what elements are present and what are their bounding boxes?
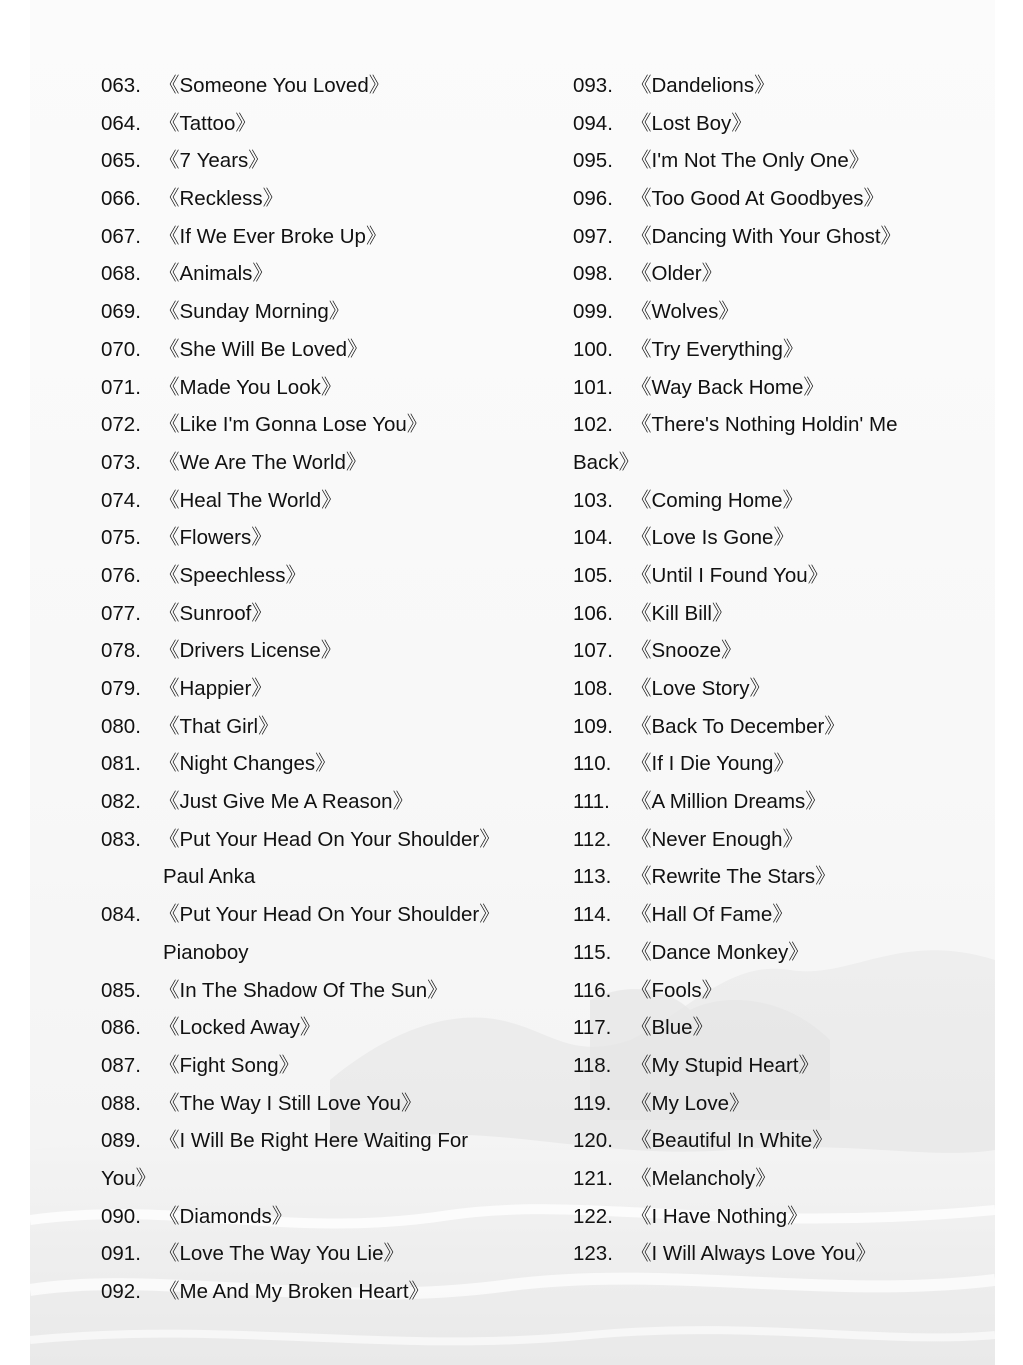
song-title: 《Blue》 [631,1016,714,1040]
artist-line [101,858,551,896]
song-title: 《Never Enough》 [631,827,804,851]
song-title: 《Love Is Gone》 [631,526,794,550]
list-item [573,632,973,670]
list-item [101,67,551,105]
list-item [101,1085,551,1123]
song-title: 《Put Your Head On Your Shoulder》 [159,903,500,927]
item-number: 086. [101,1016,141,1040]
item-number: 111. [573,790,610,814]
item-number: 064. [101,111,141,135]
item-number: 065. [101,149,141,173]
song-title: 《Melancholy》 [631,1166,776,1190]
list-item [101,1198,551,1236]
song-title: 《In The Shadow Of The Sun》 [159,978,448,1002]
song-title: 《Someone You Loved》 [159,74,390,97]
list-item [573,972,973,1010]
song-title: 《Love Story》 [631,677,770,700]
list-item [573,1160,973,1198]
item-number: 094. [573,111,613,135]
item-number: 109. [573,714,613,738]
list-item [573,896,973,934]
item-number: 102. [573,413,613,437]
song-title: 《Speechless》 [159,563,306,587]
item-number: 095. [573,149,613,173]
list-item [573,783,973,821]
song-title: 《Lost Boy》 [631,111,752,135]
list-item [101,821,551,859]
song-title: 《Reckless》 [159,187,284,211]
item-number: 091. [101,1242,141,1266]
list-item [573,180,973,218]
list-item [573,67,973,105]
list-item [573,1235,973,1273]
song-title: 《Rewrite The Stars》 [631,865,836,889]
song-title: 《There's Nothing Holdin' Me [631,413,898,437]
item-number: 101. [573,375,613,399]
list-item [101,670,551,708]
list-item [101,180,551,218]
song-title: 《Love The Way You Lie》 [159,1242,405,1266]
song-title: 《Tattoo》 [159,111,256,135]
song-title: 《Hall Of Fame》 [631,903,793,927]
song-title: 《Dance Monkey》 [631,940,809,964]
list-item [573,670,973,708]
list-item [101,406,551,444]
item-number: 067. [101,224,141,248]
list-item [573,1122,973,1160]
list-item [573,519,973,557]
song-title: 《Locked Away》 [159,1016,321,1040]
song-title: 《Dancing With Your Ghost》 [631,224,902,248]
item-number: 071. [101,375,141,399]
item-number: 083. [101,827,141,851]
list-item [101,783,551,821]
song-title: 《Put Your Head On Your Shoulder》 [159,827,500,851]
song-list-left-column [101,67,551,1311]
list-item [101,708,551,746]
list-item [101,519,551,557]
song-title: 《We Are The World》 [159,450,367,474]
list-item [573,858,973,896]
item-number: 096. [573,187,613,211]
item-number: 118. [573,1053,612,1077]
item-number: 117. [573,1016,612,1040]
item-number: 092. [101,1280,141,1303]
item-number: 080. [101,714,141,738]
list-item [101,595,551,633]
song-title: 《Snooze》 [631,639,742,663]
item-number: 085. [101,978,141,1002]
song-title: 《Dandelions》 [631,74,775,97]
list-item [101,293,551,331]
song-title: 《I Will Always Love You》 [631,1242,876,1266]
song-title: 《Beautiful In White》 [631,1129,833,1153]
list-item [573,142,973,180]
list-item [573,105,973,143]
item-number: 090. [101,1204,141,1228]
wrapped-line [101,1160,551,1198]
song-title: 《Back To December》 [631,714,845,738]
item-number: 104. [573,526,613,550]
list-item [573,557,973,595]
item-number: 070. [101,337,141,361]
item-number: 110. [573,752,612,776]
item-number: 089. [101,1129,141,1153]
song-title: 《Drivers License》 [159,639,342,663]
list-item [573,821,973,859]
list-item [101,444,551,482]
song-title: 《Fight Song》 [159,1053,300,1077]
song-title: 《Sunroof》 [159,601,272,625]
item-number: 119. [573,1091,612,1115]
item-number: 093. [573,74,613,97]
item-number: 066. [101,187,141,211]
list-item [573,293,973,331]
list-item [101,331,551,369]
list-item [573,1009,973,1047]
item-number: 116. [573,978,612,1002]
item-number: 081. [101,752,141,776]
list-item [101,142,551,180]
list-item [573,369,973,407]
list-item [573,406,973,444]
wrapped-line [573,444,973,482]
item-number: 075. [101,526,141,550]
item-number: 097. [573,224,613,248]
list-item [101,1009,551,1047]
song-title: 《That Girl》 [159,714,279,738]
song-title: 《Me And My Broken Heart》 [159,1280,430,1303]
item-number: 084. [101,903,141,927]
song-title: 《Made You Look》 [159,375,342,399]
song-title: 《Too Good At Goodbyes》 [631,187,884,211]
item-number: 114. [573,903,612,927]
list-item [573,934,973,972]
item-number: 121. [573,1166,613,1190]
song-title: 《7 Years》 [159,149,269,173]
item-number: 072. [101,413,141,437]
list-item [573,482,973,520]
item-number: 077. [101,601,141,625]
song-title: 《Try Everything》 [631,337,804,361]
song-list-right-column [573,67,973,1273]
item-number: 107. [573,639,613,663]
item-number: 113. [573,865,612,889]
item-number: 120. [573,1129,613,1153]
song-title-continuation: Back》 [573,450,640,474]
song-title: 《My Love》 [631,1091,750,1115]
item-number: 099. [573,300,613,324]
song-title: 《Happier》 [159,677,272,700]
list-item [101,1122,551,1160]
song-title: 《Just Give Me A Reason》 [159,790,414,814]
artist-line [101,934,551,972]
list-item [573,708,973,746]
list-item [101,482,551,520]
item-number: 100. [573,337,613,361]
song-title: 《If We Ever Broke Up》 [159,224,387,248]
item-number: 106. [573,601,613,625]
list-item [101,105,551,143]
list-item [573,218,973,256]
list-item [101,632,551,670]
artist-name: Paul Anka [163,865,256,889]
song-title: 《Wolves》 [631,300,739,324]
song-title: 《The Way I Still Love You》 [159,1091,422,1115]
song-title: 《She Will Be Loved》 [159,337,368,361]
list-item [573,595,973,633]
item-number: 112. [573,827,612,851]
song-title: 《Until I Found You》 [631,563,829,587]
item-number: 123. [573,1242,613,1266]
item-number: 068. [101,262,141,286]
song-title: 《Flowers》 [159,526,272,550]
song-title: 《I Have Nothing》 [631,1204,808,1228]
item-number: 103. [573,488,613,512]
item-number: 069. [101,300,141,324]
song-title: 《Way Back Home》 [631,375,824,399]
item-number: 073. [101,450,141,474]
list-item [573,331,973,369]
item-number: 063. [101,74,141,97]
song-title-continuation: You》 [101,1166,157,1190]
song-title: 《Like I'm Gonna Lose You》 [159,413,428,437]
song-title: 《Older》 [631,262,723,286]
item-number: 098. [573,262,613,286]
item-number: 105. [573,563,613,587]
item-number: 074. [101,488,141,512]
list-item [573,745,973,783]
list-item [101,557,551,595]
item-number: 088. [101,1091,141,1115]
item-number: 087. [101,1053,141,1077]
list-item [101,1235,551,1273]
item-number: 076. [101,563,141,587]
item-number: 082. [101,790,141,814]
item-number: 115. [573,940,612,964]
song-title: 《Diamonds》 [159,1204,293,1228]
list-item [573,1198,973,1236]
song-title: 《If I Die Young》 [631,752,794,776]
item-number: 079. [101,677,141,700]
item-number: 122. [573,1204,613,1228]
song-title: 《A Million Dreams》 [631,790,826,814]
song-title: 《Animals》 [159,262,273,286]
list-item [101,896,551,934]
list-item [573,255,973,293]
song-title: 《My Stupid Heart》 [631,1053,819,1077]
song-title: 《Fools》 [631,978,723,1002]
song-title: 《Night Changes》 [159,752,336,776]
list-item [101,972,551,1010]
song-title: 《Coming Home》 [631,488,804,512]
song-title: 《Sunday Morning》 [159,300,350,324]
list-item [101,745,551,783]
item-number: 108. [573,677,613,700]
list-item [573,1085,973,1123]
list-item [573,1047,973,1085]
item-number: 078. [101,639,141,663]
list-item [101,1273,551,1311]
song-title: 《I Will Be Right Here Waiting For [159,1129,469,1153]
list-item [101,369,551,407]
song-title: 《Kill Bill》 [631,601,733,625]
song-title: 《I'm Not The Only One》 [631,149,870,173]
list-item [101,1047,551,1085]
list-item [101,218,551,256]
artist-name: Pianoboy [163,940,249,964]
list-item [101,255,551,293]
song-title: 《Heal The World》 [159,488,342,512]
